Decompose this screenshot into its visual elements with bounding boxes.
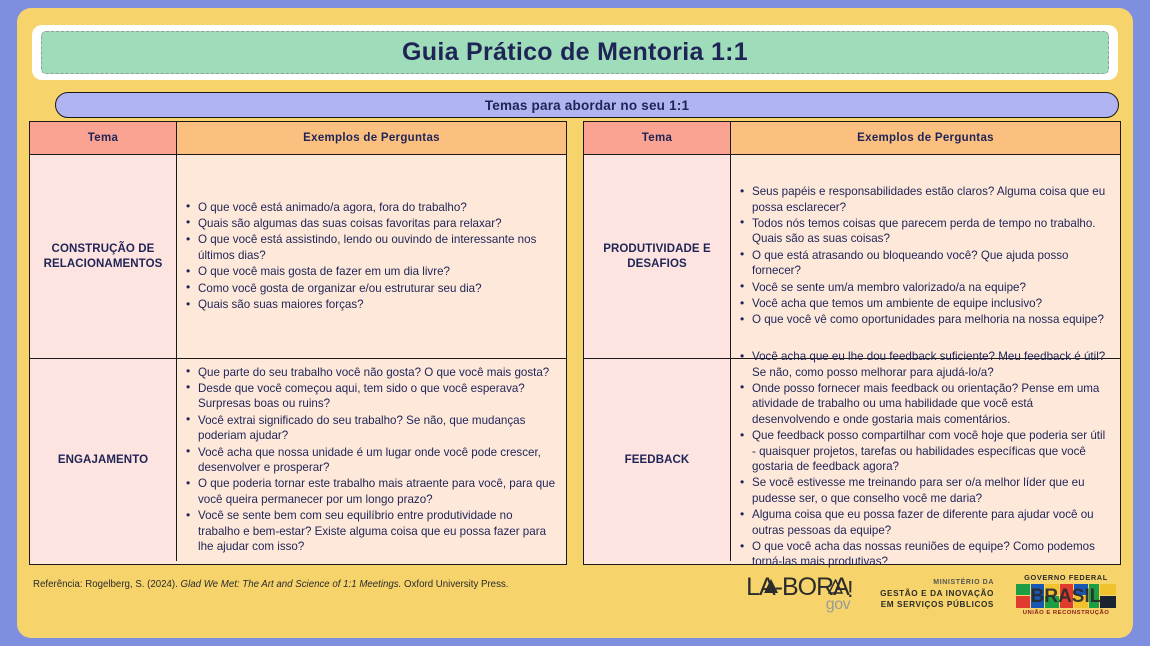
table-left-body (30, 155, 566, 564)
question-item: • Você acha que temos um ambiente de equipe inclusivo? (737, 296, 1110, 311)
questions-cell (177, 359, 566, 561)
question-list (183, 200, 556, 314)
table-left-header-row (30, 122, 566, 155)
title-frame (32, 25, 1118, 80)
theme-label: ENGAJAMENTO (57, 453, 149, 466)
labora-wordmark: LA-BORA (746, 573, 849, 601)
theme-cell (30, 155, 177, 358)
column-header-questions: Exemplos de Perguntas (731, 122, 1120, 155)
question-item: • Você se sente bem com seu equilíbrio entre produtividade no trabalho e bem-estar? Existe alguma coisa que eu possa fazer para lhe ajudar com isso? (183, 508, 556, 554)
subtitle-text: Temas para abordar no seu 1:1 (484, 97, 690, 113)
theme-label: CONSTRUÇÃO DE RELACIONAMENTOS (43, 243, 163, 270)
question-item: • Se você estivesse me treinando para ser o/a melhor líder que eu pudesse ser, o que conselho você me daria? (737, 475, 1110, 506)
ministry-logo (880, 578, 994, 610)
labora-gov-logo (746, 571, 858, 617)
question-item: • O que está atrasando ou bloqueando você? Que ajuda posso fornecer? (737, 248, 1110, 279)
question-item: • Que parte do seu trabalho você não gosta? O que você mais gosta? (183, 365, 556, 380)
question-item: • O que você está assistindo, lendo ou ouvindo de interessante nos últimos dias? (183, 232, 556, 263)
title-band (41, 31, 1109, 74)
table-row (30, 155, 566, 358)
table-row (584, 350, 1120, 569)
reference-suffix: Oxford University Press. (401, 579, 509, 590)
question-item: • Onde posso fornecer mais feedback ou orientação? Pense em uma atividade de trabalho ou uma habilidade que você está desenvolvendo e onde gostaria mais comentários. (737, 381, 1110, 427)
table-right-body (584, 155, 1120, 569)
footer (17, 570, 1133, 638)
question-item: • Que feedback posso compartilhar com você hoje que poderia ser útil - quaisquer projetos, tarefas ou habilidades específicas que você gostaria de feedback agora? (737, 428, 1110, 474)
question-item: • Você acha que eu lhe dou feedback suficiente? Meu feedback é útil? Se não, como posso melhorar para ajudá-lo/a? (737, 349, 1110, 380)
theme-label: FEEDBACK (624, 453, 690, 466)
theme-cell (30, 359, 177, 561)
question-item: • O que poderia tornar este trabalho mais atraente para você, para que você queira permanecer por um longo prazo? (183, 476, 556, 507)
reference-title: Glad We Met: The Art and Science of 1:1 Meetings. (180, 579, 402, 590)
ministry-line-1: MINISTÉRIO DA (933, 579, 994, 587)
tables-container (29, 121, 1121, 569)
question-item: • Desde que você começou aqui, tem sido o que você esperava? Surpresas boas ou ruins? (183, 381, 556, 412)
logo-group (746, 571, 1116, 617)
theme-label: PRODUTIVIDADE E DESAFIOS (603, 243, 711, 270)
ministry-line-3: EM SERVIÇOS PÚBLICOS (880, 599, 994, 609)
poster-panel (17, 8, 1133, 638)
theme-cell (584, 155, 731, 358)
subtitle-pill (55, 92, 1119, 118)
table-row (30, 358, 566, 561)
question-item: • Você acha que nossa unidade é um lugar onde você pode crescer, desenvolver e prosperar? (183, 445, 556, 476)
question-item: • O que você está animado/a agora, fora do trabalho? (183, 200, 556, 215)
question-list (183, 365, 556, 556)
questions-cell (731, 350, 1120, 569)
labora-gov-text: gov (825, 596, 851, 613)
page-title: Guia Prático de Mentoria 1:1 (402, 38, 748, 66)
brasil-wordmark-icon (1016, 584, 1116, 608)
table-left (29, 121, 567, 565)
triangle-outline-icon (828, 579, 843, 594)
theme-cell (584, 359, 731, 561)
question-item: • O que você mais gosta de fazer em um dia livre? (183, 264, 556, 279)
question-item: • Quais são suas maiores forças? (183, 297, 556, 312)
column-header-theme: Tema (584, 122, 731, 155)
question-item: • Alguma coisa que eu possa fazer de diferente para ajudar você ou outras pessoas da equipe? (737, 507, 1110, 538)
reference-text (33, 579, 508, 590)
governo-federal-brasil-logo (1016, 573, 1116, 616)
questions-cell (177, 155, 566, 358)
questions-cell (731, 155, 1120, 358)
ministry-line-2: GESTÃO E DA INOVAÇÃO (880, 588, 994, 598)
question-item: • Você se sente um/a membro valorizado/a na equipe? (737, 280, 1110, 295)
brasil-bottom-text: UNIÃO E RECONSTRUÇÃO (1022, 609, 1110, 616)
question-item: • Você extrai significado do seu trabalho? Se não, que mudanças poderiam ajudar? (183, 413, 556, 444)
question-item: • Quais são algumas das suas coisas favoritas para relaxar? (183, 216, 556, 231)
brasil-top-text: GOVERNO FEDERAL (1024, 572, 1108, 582)
question-item: • O que você vê como oportunidades para melhoria na nossa equipe? (737, 312, 1110, 327)
question-list (737, 184, 1110, 329)
table-right-header-row (584, 122, 1120, 155)
question-item: • Como você gosta de organizar e/ou estruturar seu dia? (183, 281, 556, 296)
question-list (737, 349, 1110, 571)
question-item: • Seus papéis e responsabilidades estão claros? Alguma coisa que eu possa esclarecer? (737, 184, 1110, 215)
reference-prefix: Referência: Rogelberg, S. (2024). (33, 579, 181, 590)
table-right (583, 121, 1121, 569)
question-item: • Todos nós temos coisas que parecem perda de tempo no trabalho. Quais são as suas coisas? (737, 216, 1110, 247)
exclamation-mark: ! (847, 576, 854, 602)
triangle-filled-icon (764, 579, 778, 593)
column-header-theme: Tema (30, 122, 177, 155)
table-row (584, 155, 1120, 358)
question-item: • O que você acha das nossas reuniões de equipe? Como podemos torná-las mais produtivas? (737, 539, 1110, 570)
column-header-questions: Exemplos de Perguntas (177, 122, 566, 155)
svg-text:BRASIL: BRASIL (1030, 585, 1102, 607)
